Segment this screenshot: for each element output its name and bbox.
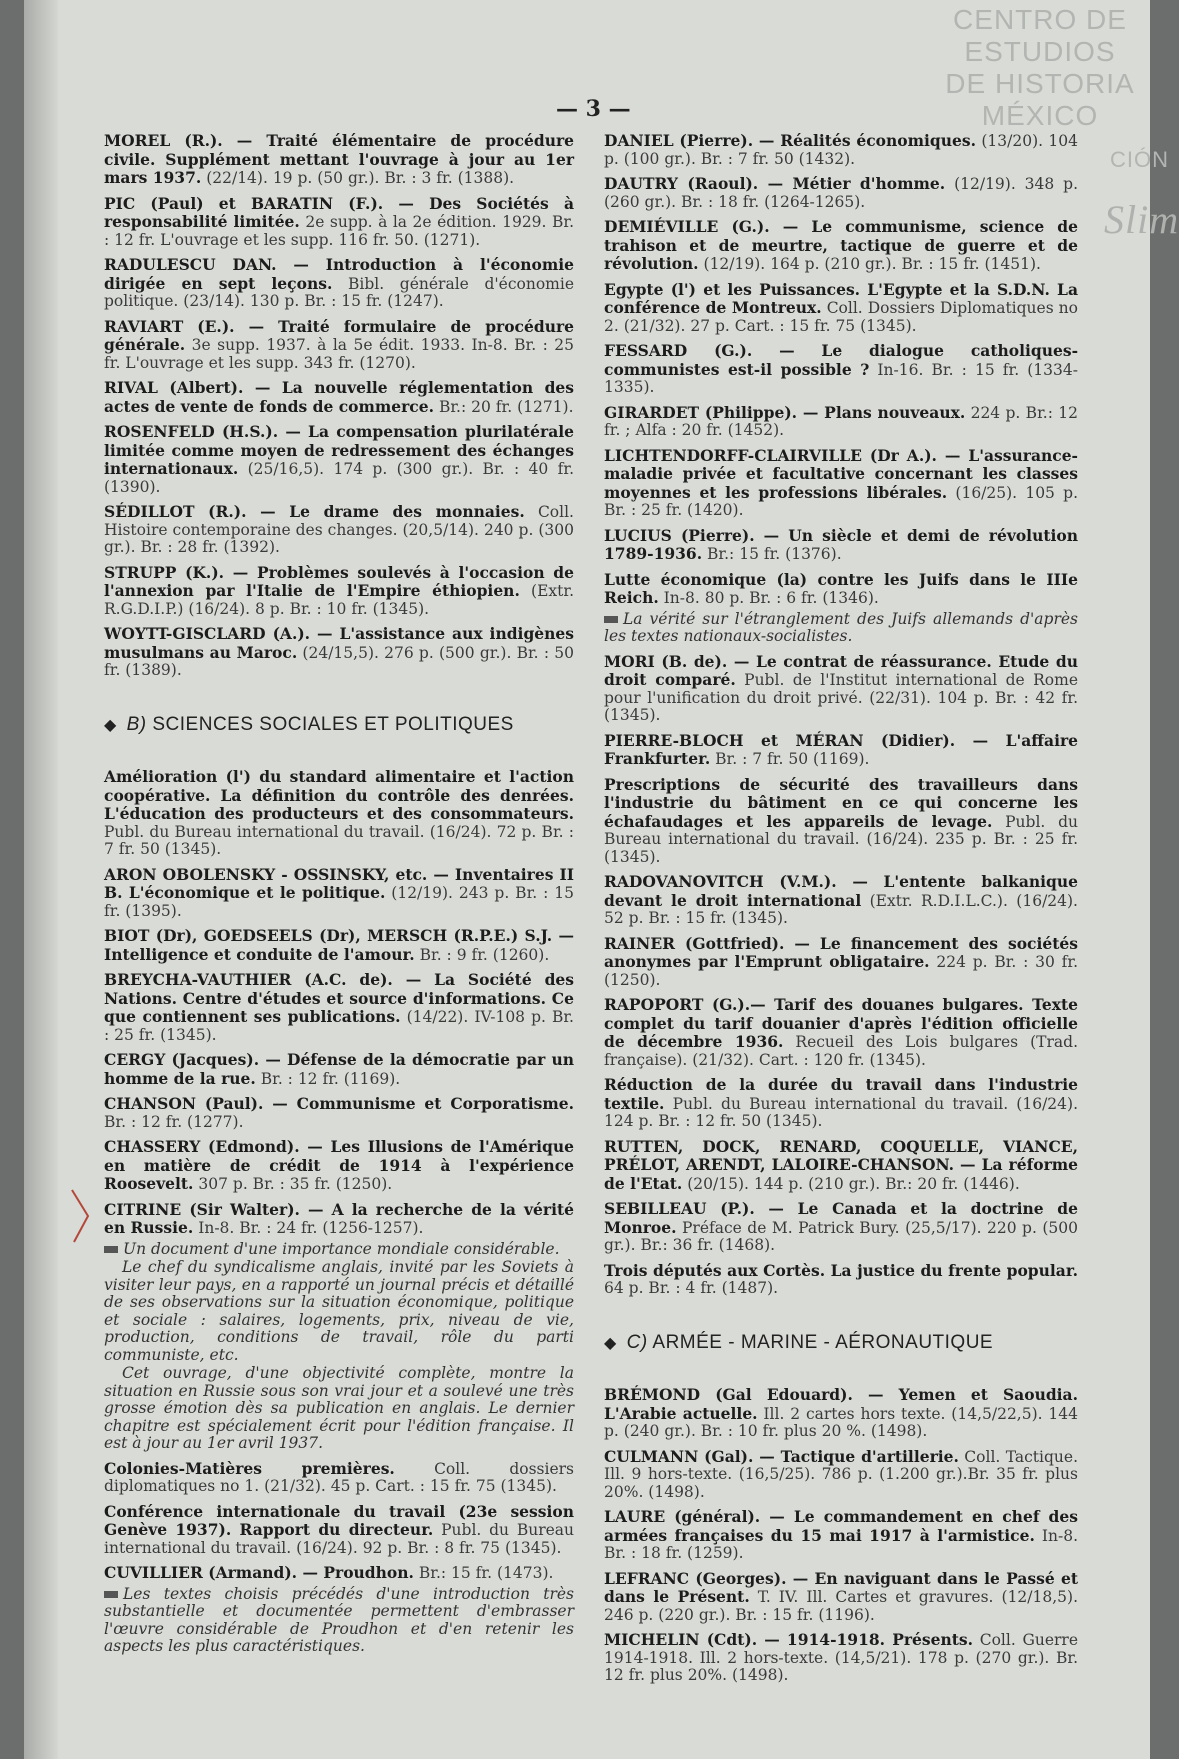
page-number: — 3 — xyxy=(556,96,631,122)
catalog-entry xyxy=(604,1570,1078,1625)
catalog-entry xyxy=(104,318,574,373)
entry-title: Egypte (l') et les Puissances. L'Egypte et la S.D.N. La conférence de Montreux. xyxy=(604,279,1078,317)
entry-title: Trois députés aux Cortès. La justice du frente popular. xyxy=(604,1260,1078,1280)
bullet-mark xyxy=(104,1591,118,1598)
catalog-entry xyxy=(104,195,574,250)
entry-title: STRUPP (K.). — Problèmes soulevés à l'occasion de l'annexion par l'Italie de l'Empire éthiopien. xyxy=(104,562,574,600)
entry-title: CUVILLIER (Armand). — Proudhon. xyxy=(104,1563,414,1582)
entry-title: RADULESCU DAN. — Introduction à l'économie dirigée en sept leçons. xyxy=(104,255,574,293)
entry-details: Br. : 9 fr. (1260). xyxy=(414,945,550,964)
entry-details: In-8. 80 p. Br. : 6 fr. (1346). xyxy=(658,589,879,607)
catalog-entry xyxy=(104,1503,574,1558)
catalog-entry xyxy=(604,776,1078,867)
entry-list-a xyxy=(104,132,574,680)
diamond-icon: ◆ xyxy=(104,716,117,734)
entry-details: (25/16,5). 174 p. (300 gr.). Br. : 40 fr. (1390). xyxy=(104,460,574,496)
entry-details: Publ. du Bureau international du travail. (16/24). 72 p. Br. : 7 fr. 50 (1345). xyxy=(104,822,574,858)
catalog-entry xyxy=(104,379,574,416)
catalog-entry xyxy=(604,653,1078,725)
catalog-entry xyxy=(104,1051,574,1088)
entry-list-b xyxy=(104,768,574,1238)
bullet-mark xyxy=(104,1246,118,1253)
entry-title: SÉDILLOT (R.). — Le drame des monnaies. xyxy=(104,502,525,521)
catalog-entry xyxy=(604,1631,1078,1685)
entry-title: Prescriptions de sécurité des travailleurs dans l'industrie du bâtiment en ce qui concerne les échafaudages et les appareils de levage. xyxy=(604,774,1078,831)
entry-title: LEFRANC (Georges). — En naviguant dans le Passé et dans le Présent. xyxy=(604,1568,1078,1606)
catalog-entry xyxy=(104,1095,574,1131)
catalog-entry xyxy=(604,1448,1078,1502)
catalog-entry xyxy=(604,527,1078,564)
entry-title: DEMIÉVILLE (G.). — Le communisme, science de trahison et de meurtre, tactique de guerre et de révolution. xyxy=(604,217,1078,273)
entry-details: Bibl. générale d'économie politique. (23/14). 130 p. Br. : 15 fr. (1247). xyxy=(104,274,574,310)
entry-details: (20/15). 144 p. (210 gr.). Br.: 20 fr. (1446). xyxy=(682,1174,1020,1193)
entry-details: (22/14). 19 p. (50 gr.). Br. : 3 fr. (1388). xyxy=(201,169,515,187)
catalog-entry xyxy=(604,342,1078,397)
entry-list-right-b2 xyxy=(604,653,1078,1298)
catalog-entry xyxy=(604,175,1078,211)
entry-title: CHASSERY (Edmond). — Les Illusions de l'Amérique en matière de crédit de 1914 à l'expérience Roosevelt. xyxy=(104,1137,574,1193)
catalog-entry xyxy=(604,404,1078,440)
entry-title: CERGY (Jacques). — Défense de la démocratie par un homme de la rue. xyxy=(104,1050,574,1088)
entry-title: LAURE (général). — Le commandement en chef des armées françaises du 15 mai 1917 à l'armistice. xyxy=(604,1507,1078,1545)
entry-details: Br.: 15 fr. (1473). xyxy=(413,1564,554,1582)
entry-title: BREYCHA-VAUTHIER (A.C. de). — La Société des Nations. Centre d'études et source d'informations. Ce que contiennent ses publications. xyxy=(104,970,574,1026)
catalog-entry xyxy=(604,1508,1078,1563)
catalog-entry xyxy=(104,1201,574,1238)
catalog-entry xyxy=(604,218,1078,274)
entry-details: Coll. Guerre 1914-1918. Ill. 2 hors-texte. (14,5/21). 178 p. (270 gr.). Br. 12 fr. plus 20%. (1498). xyxy=(604,1631,1078,1684)
catalog-entry xyxy=(604,281,1078,336)
entry-title: MICHELIN (Cdt). — 1914-1918. Présents. xyxy=(604,1630,974,1649)
archive-watermark xyxy=(920,4,1179,242)
entry-title: RUTTEN, DOCK, RENARD, COQUELLE, VIANCE, PRÉLOT, ARENDT, LALOIRE-CHANSON. — La réforme de l'Etat. xyxy=(604,1136,1078,1193)
watermark-line: DE HISTORIA xyxy=(945,68,1135,99)
entry-title: ARON OBOLENSKY - OSSINSKY, etc. — Inventaires II B. L'économique et le politique. xyxy=(104,864,574,902)
entry-details: T. IV. Ill. Cartes et gravures. (12/18,5). 246 p. (220 gr.). Br. : 15 fr. (1196). xyxy=(604,1588,1078,1624)
diamond-icon: ◆ xyxy=(604,1334,617,1352)
section-title: SCIENCES SOCIALES ET POLITIQUES xyxy=(152,713,514,735)
citrine-note xyxy=(104,1259,574,1364)
watermark-line: MÉXICO xyxy=(981,100,1099,131)
entry-details: (16/25). 105 p. Br. : 25 fr. (1420). xyxy=(604,483,1079,519)
entry-title: MOREL (R.). — Traité élémentaire de procédure civile. Supplément mettant l'ouvrage à jour au 1er mars 1937. xyxy=(104,131,574,187)
entry-details: (12/19). 243 p. Br. : 15 fr. (1395). xyxy=(104,884,574,920)
entry-details: (24/15,5). 276 p. (500 gr.). Br. : 50 fr. (1389). xyxy=(104,643,574,679)
entry-title: SEBILLEAU (P.). — Le Canada et la doctrine de Monroe. xyxy=(604,1199,1078,1237)
catalog-entry xyxy=(104,625,574,680)
entry-title: Lutte économique (la) contre les Juifs dans le IIIe Reich. xyxy=(604,569,1078,607)
entry-details: Publ. du Bureau international du travail. (16/24). 92 p. Br. : 8 fr. 75 (1345). xyxy=(104,1521,574,1557)
entry-details: Br.: 15 fr. (1376). xyxy=(702,545,842,563)
entry-title: DAUTRY (Raoul). — Métier d'homme. xyxy=(604,174,946,193)
entry-title: RAPOPORT (G.).— Tarif des douanes bulgares. Texte complet du tarif douanier d'après l'édition officielle de décembre 1936. xyxy=(604,995,1078,1051)
section-title: ARMÉE - MARINE - AÉRONAUTIQUE xyxy=(652,1331,994,1353)
catalog-entry xyxy=(104,768,574,859)
section-heading-b xyxy=(104,713,574,735)
watermark-line: ESTUDIOS xyxy=(964,36,1116,67)
entry-details: (13/20). 104 p. (100 gr.). Br. : 7 fr. 50 (1432). xyxy=(604,132,1078,168)
catalog-entry xyxy=(104,971,574,1044)
entry-details: Ill. 2 cartes hors texte. (14,5/22,5). 144 p. (240 gr.). Br. : 10 fr. plus 20 %. (1498). xyxy=(604,1404,1078,1440)
entry-details: 3e supp. 1937. à la 5e édit. 1933. In-8. Br. : 25 fr. L'ouvrage et les supp. 343 fr. (1270). xyxy=(104,336,574,372)
entry-details: In-8. Br. : 18 fr. (1259). xyxy=(604,1526,1078,1562)
catalog-entry xyxy=(104,503,574,557)
catalog-entry xyxy=(604,571,1078,608)
catalog-entry xyxy=(104,256,574,311)
entry-details: 224 p. Br.: 12 fr. ; Alfa : 20 fr. (1452). xyxy=(604,403,1078,439)
entry-title: FESSARD (G.). — Le dialogue catholiques-communistes est-il possible ? xyxy=(604,341,1078,379)
entry-details: 2e supp. à la 2e édition. 1929. Br. : 12 fr. L'ouvrage et les supp. 116 fr. 50. (1271). xyxy=(104,213,575,249)
entry-details: (12/19). 164 p. (210 gr.). Br. : 15 fr. (1451). xyxy=(698,255,1041,273)
entry-title: Colonies-Matières premières. xyxy=(104,1458,395,1478)
entry-details: (Extr. R.G.D.I.P.) (16/24). 8 p. Br. : 10 fr. (1345). xyxy=(104,582,574,618)
entry-title: GIRARDET (Philippe). — Plans nouveaux. xyxy=(604,402,966,422)
catalog-entry xyxy=(104,1564,574,1583)
entry-details: Br. : 12 fr. (1169). xyxy=(255,1069,401,1088)
entry-title: WOYTT-GISCLARD (A.). — L'assistance aux indigènes musulmans au Maroc. xyxy=(104,624,574,662)
entry-details: Coll. Dossiers Diplomatiques no 2. (21/32). 27 p. Cart. : 15 fr. 75 (1345). xyxy=(604,299,1078,335)
entry-title: Conférence internationale du travail (23e session Genève 1937). Rapport du directeur. xyxy=(104,1501,574,1539)
note-text: Un document d'une importance mondiale considérable. xyxy=(123,1239,560,1258)
catalog-entry xyxy=(604,1262,1078,1298)
entry-list-c xyxy=(604,1386,1078,1685)
entry-details: (Extr. R.D.I.L.C.). (16/24). 52 p. Br. : 15 fr. (1345). xyxy=(604,891,1078,927)
entry-title: RAINER (Gottfried). — Le financement des sociétés anonymes par l'Emprunt obligataire. xyxy=(604,933,1078,971)
entry-details: Coll. Histoire contemporaine des changes. (20,5/14). 240 p. (300 gr.). Br. : 28 fr. (1392). xyxy=(104,503,574,556)
entry-title: RAVIART (E.). — Traité formulaire de procédure générale. xyxy=(104,316,574,354)
entry-details: Recueil des Lois bulgares (Trad. française). (21/32). Cart. : 120 fr. (1345). xyxy=(604,1033,1078,1069)
entry-title: ROSENFELD (H.S.). — La compensation plurilatérale limitée comme moyen de redressement des échanges internationaux. xyxy=(104,422,574,478)
entry-title: LUCIUS (Pierre). — Un siècle et demi de révolution 1789-1936. xyxy=(604,525,1078,563)
entry-details: 307 p. Br. : 35 fr. (1250). xyxy=(193,1175,393,1193)
entry-details: 64 p. Br. : 4 fr. (1487). xyxy=(604,1279,779,1297)
entry-title: MORI (B. de). — Le contrat de réassurance. Etude du droit comparé. xyxy=(604,651,1078,689)
bullet-mark xyxy=(604,616,618,623)
entry-title: Amélioration (l') du standard alimentaire et l'action coopérative. La définition du contrôle des denrées. L'éducation des producteurs et des consommateurs. xyxy=(104,767,574,823)
cuvillier-note xyxy=(104,1586,574,1656)
left-column xyxy=(104,132,574,1663)
catalog-page xyxy=(24,0,1179,1759)
section-letter: C) xyxy=(626,1331,648,1353)
entry-details: In-8. Br. : 24 fr. (1256-1257). xyxy=(193,1219,424,1237)
entry-title: RADOVANOVITCH (V.M.). — L'entente balkanique devant le droit international xyxy=(604,872,1078,910)
catalog-entry xyxy=(604,1200,1078,1255)
catalog-entry xyxy=(604,732,1078,769)
entry-title: BIOT (Dr), GOEDSEELS (Dr), MERSCH (R.P.E.) S.J. — Intelligence et conduite de l'amour. xyxy=(104,926,574,964)
entry-details: (12/19). 348 p. (260 gr.). Br. : 18 fr. (1264-1265). xyxy=(604,175,1079,211)
catalog-entry xyxy=(104,1138,574,1194)
section-heading-c xyxy=(604,1331,1078,1353)
entry-details: Br.: 20 fr. (1271). xyxy=(434,397,574,416)
entry-title: Réduction de la durée du travail dans l'industrie textile. xyxy=(604,1075,1078,1113)
entry-details: Publ. du Bureau international du travail. (16/24). 124 p. Br. : 12 fr. 50 (1345). xyxy=(604,1094,1078,1130)
catalog-entry xyxy=(104,927,574,964)
watermark-line: CIÓN xyxy=(1110,147,1169,172)
catalog-entry xyxy=(104,423,574,496)
catalog-entry xyxy=(604,996,1078,1069)
lutte-note xyxy=(604,611,1078,646)
entry-details: In-16. Br. : 15 fr. (1334-1335). xyxy=(604,360,1078,396)
citrine-note xyxy=(104,1241,574,1259)
catalog-entry xyxy=(604,447,1078,520)
entry-details: Br. : 12 fr. (1277). xyxy=(104,1112,244,1131)
catalog-entry xyxy=(604,132,1078,168)
catalog-entry xyxy=(104,132,574,188)
watermark-line: CENTRO DE xyxy=(953,4,1127,35)
citrine-note xyxy=(104,1365,574,1453)
entry-title: DANIEL (Pierre). — Réalités économiques. xyxy=(604,131,976,150)
entry-title: PIC (Paul) et BARATIN (F.). — Des Sociétés à responsabilité limitée. xyxy=(104,193,574,231)
catalog-entry xyxy=(104,866,574,921)
entry-details: Br. : 7 fr. 50 (1169). xyxy=(710,750,870,768)
catalog-entry xyxy=(604,1076,1078,1131)
catalog-entry xyxy=(104,1460,574,1496)
note-text: La vérité sur l'étranglement des Juifs allemands d'après les textes nationaux-socialistes. xyxy=(604,609,1078,645)
note-text: Le chef du syndicalisme anglais, invité par les Soviets à visiter leur pays, en a rapporté un journal précis et détaillé de ses observations sur la situation économique, politique et sociale : salaires, logements, prix, niveau de vie, production, conditions de travail, rôle du parti communiste, etc. xyxy=(104,1258,574,1364)
entry-details: Préface de M. Patrick Bury. (25,5/17). 220 p. (500 gr.). Br.: 36 fr. (1468). xyxy=(604,1218,1078,1254)
catalog-entry xyxy=(604,1386,1078,1441)
handwritten-mark xyxy=(68,1186,94,1246)
right-column xyxy=(604,132,1078,1692)
entry-title: CULMANN (Gal). — Tactique d'artillerie. xyxy=(604,1446,959,1466)
section-letter: B) xyxy=(126,713,147,735)
entry-details: Coll. Tactique. Ill. 9 hors-texte. (16,5/25). 786 p. (1.200 gr.).Br. 35 fr. plus 20%. (1498). xyxy=(604,1447,1078,1501)
catalog-entry xyxy=(604,1138,1078,1194)
catalog-entry xyxy=(104,564,574,619)
entry-list-right-b xyxy=(604,132,1078,608)
entry-details: 224 p. Br. : 30 fr. (1250). xyxy=(604,953,1078,989)
entry-title: CITRINE (Sir Walter). — A la recherche de la vérité en Russie. xyxy=(104,1199,574,1237)
catalog-entry xyxy=(604,873,1078,928)
entry-details: Coll. dossiers diplomatiques no 1. (21/32). 45 p. Cart. : 15 fr. 75 (1345). xyxy=(104,1459,574,1495)
entry-title: LICHTENDORFF-CLAIRVILLE (Dr A.). — L'assurance-maladie privée et facultative concernant les classes moyennes et les professions libérales. xyxy=(604,445,1078,502)
entry-title: RIVAL (Albert). — La nouvelle réglementation des actes de vente de fonds de commerce. xyxy=(104,378,574,416)
entry-title: CHANSON (Paul). — Communisme et Corporatisme. xyxy=(104,1094,574,1113)
note-text: Les textes choisis précédés d'une introduction très substantielle et documentée permettent d'embrasser l'œuvre considérable de Proudhon et d'en retenir les aspects les plus caractéristiques. xyxy=(104,1584,574,1655)
entry-details: Publ. de l'Institut international de Rome pour l'unification du droit privé. (22/31). 104 p. Br. : 42 fr. (1345). xyxy=(604,671,1078,724)
watermark-signature: Slim xyxy=(1104,197,1179,242)
note-text: Cet ouvrage, d'une objectivité complète, montre la situation en Russie sous son vrai jour et a soulevé une très grosse émotion dès sa publication en anglais. Le dernier chapitre est spécialement écrit pour l'édition française. Il est à jour au 1er avril 1937. xyxy=(104,1364,574,1452)
entry-title: PIERRE-BLOCH et MÉRAN (Didier). — L'affaire Frankfurter. xyxy=(604,730,1078,768)
entry-details: Publ. du Bureau international du travail. (16/24). 235 p. Br. : 25 fr. (1345). xyxy=(604,812,1078,866)
catalog-entry xyxy=(604,935,1078,990)
entry-title: BRÉMOND (Gal Edouard). — Yemen et Saoudia. L'Arabie actuelle. xyxy=(604,1385,1078,1423)
entry-details: (14/22). IV-108 p. Br. : 25 fr. (1345). xyxy=(104,1008,574,1044)
entry-list-b2 xyxy=(104,1460,574,1583)
